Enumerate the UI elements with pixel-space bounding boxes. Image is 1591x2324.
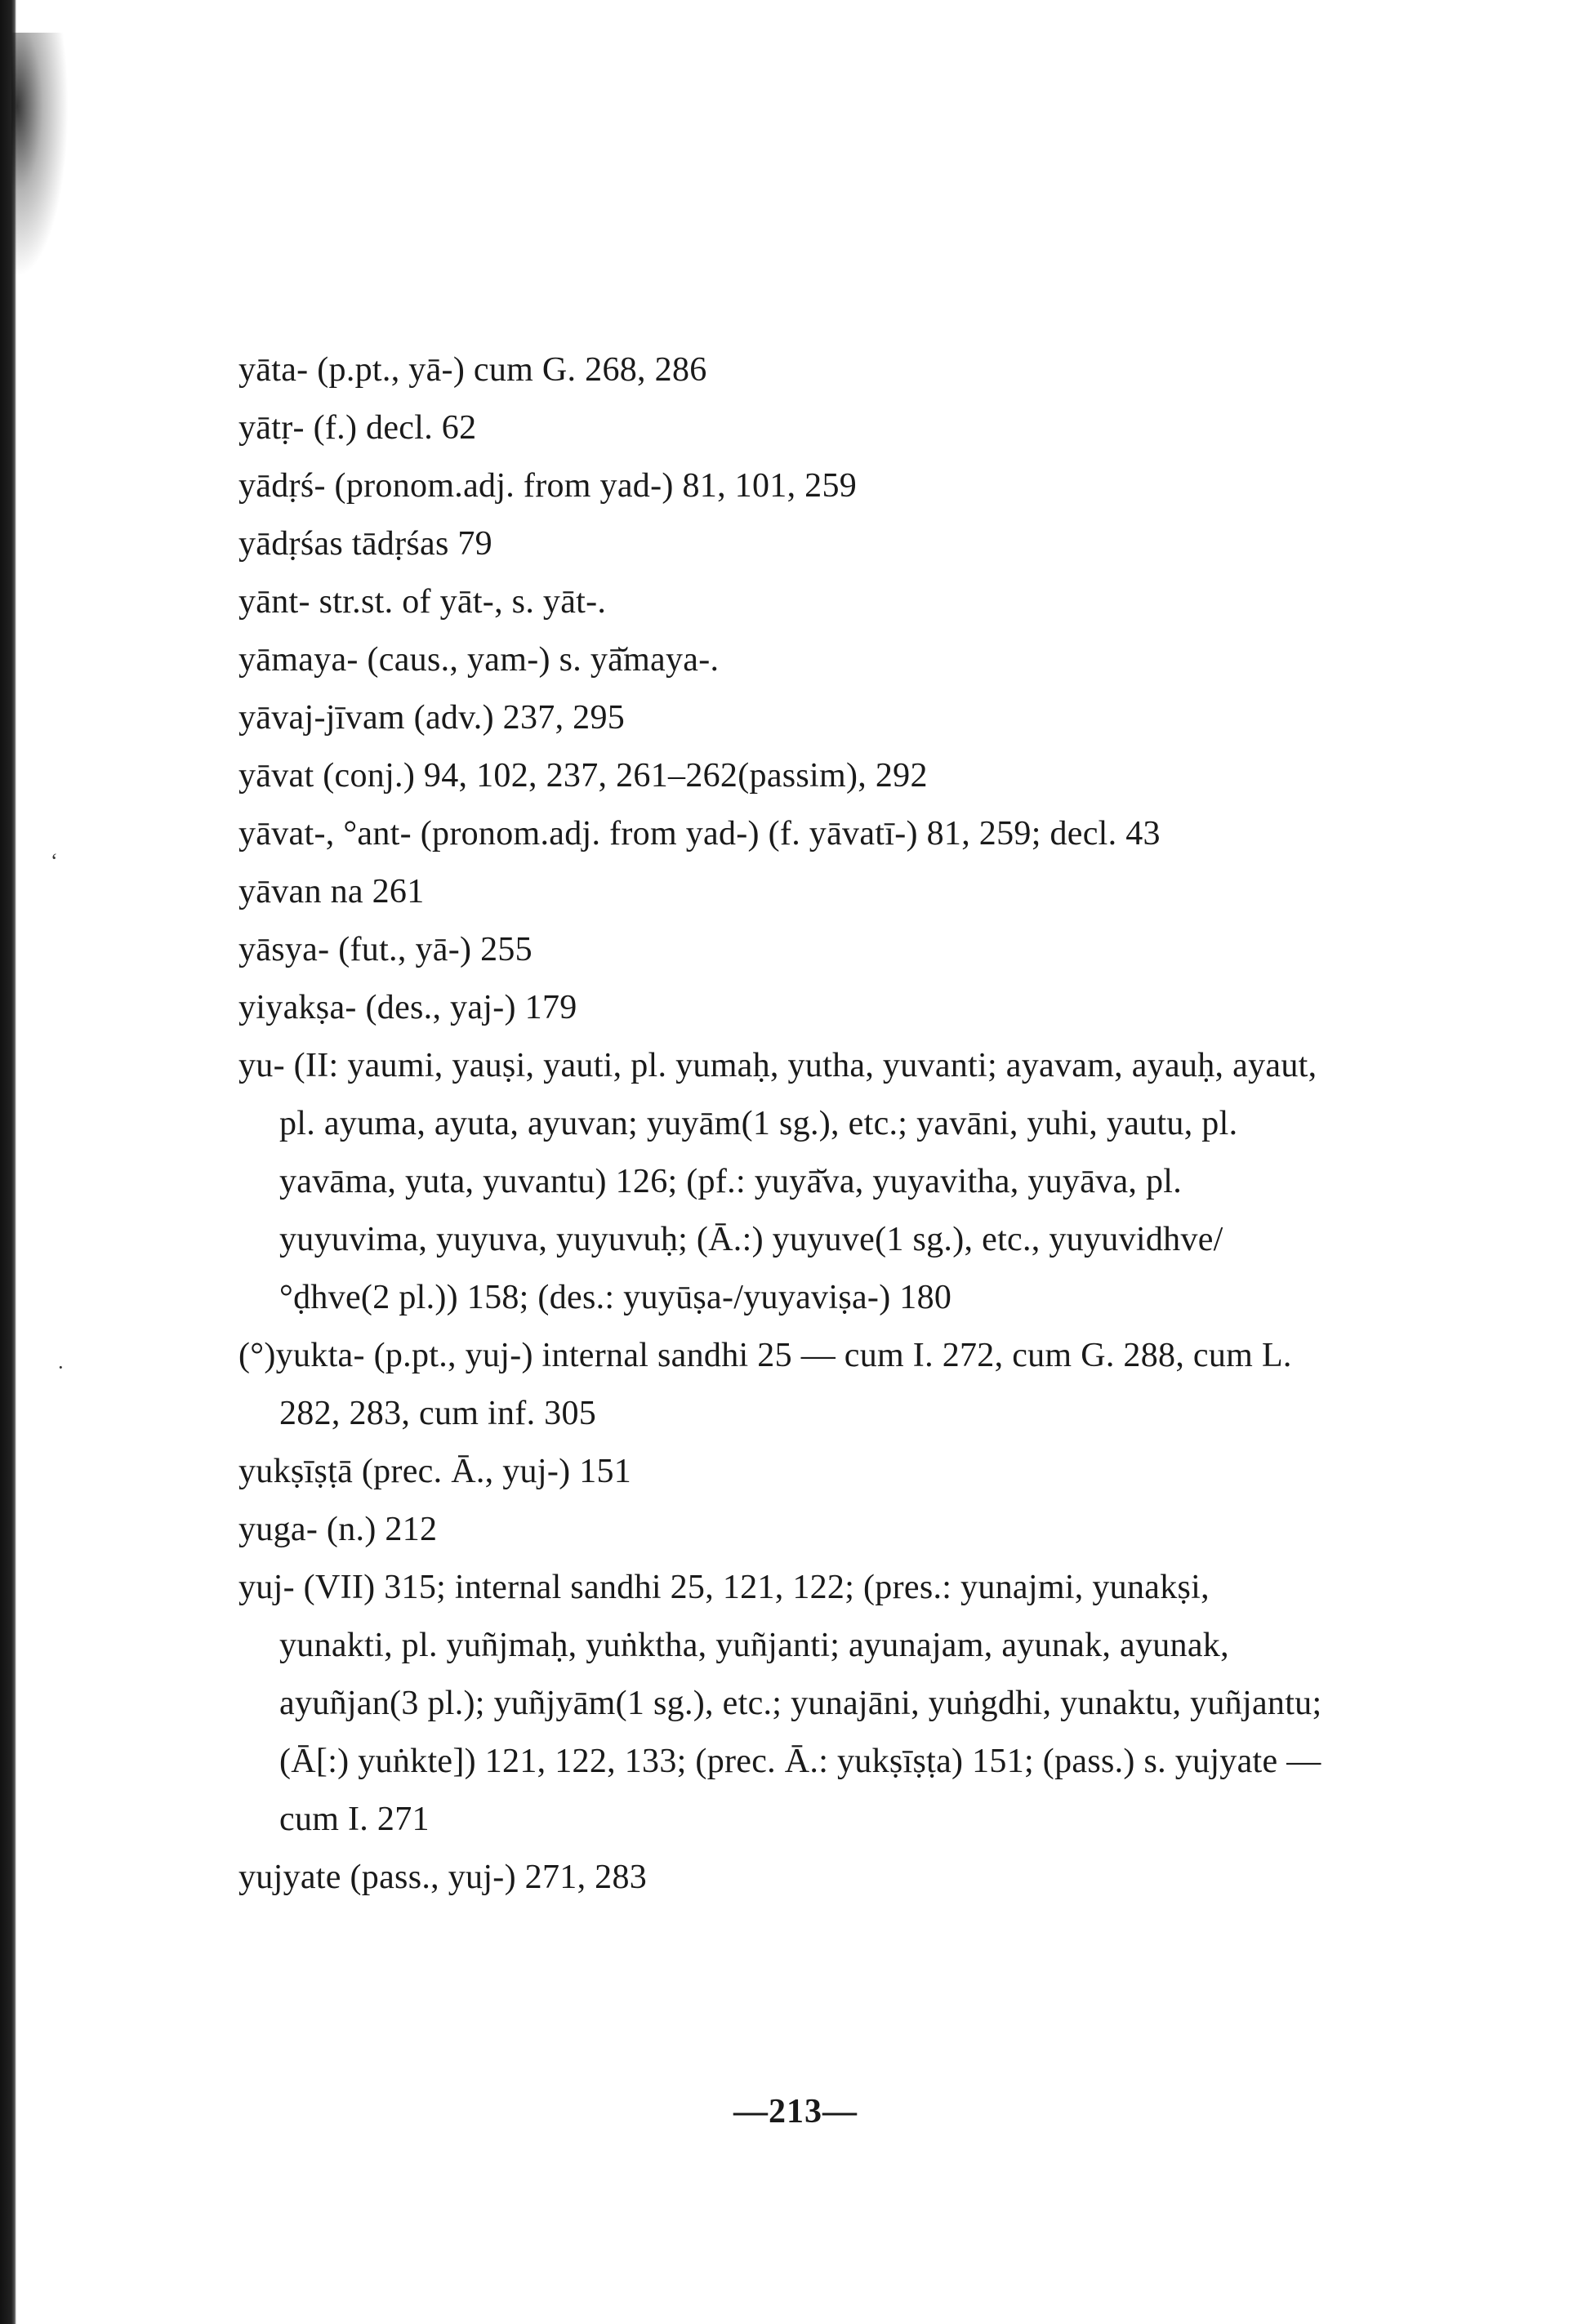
index-entry: yāta- (p.pt., yā-) cum G. 268, 286 <box>238 351 707 389</box>
index-entry: yu- (II: yaumi, yauṣi, yauti, pl. yumaḥ, yutha, yuvanti; ayavam, ayauḥ, ayaut, pl. ayuma, ayuta, ayuvan; yuyām(1 sg.), etc.; yavāni, yuhi, yautu, pl. yavāma, yuta, yuvantu) 126; (pf.: yuyā̆va, yuyavitha, yuyāva, pl. yuyuvima, yuyuva, yuyuvuḥ; (Ā.:) yuyuve(1 sg.), etc., yuyuvidhve/°ḍhve(2 pl.)) 158; (des.: yuyūṣa-/yuyaviṣa-) 180 <box>238 1047 1317 1316</box>
index-entry: yādṛśas tādṛśas 79 <box>238 525 492 563</box>
index-entry: yāvat-, °ant- (pronom.adj. from yad-) (f. yāvatī-) 81, 259; decl. 43 <box>238 815 1161 853</box>
index-entry: yātṛ- (f.) decl. 62 <box>238 409 477 447</box>
index-entry: yiyakṣa- (des., yaj-) 179 <box>238 989 577 1026</box>
index-entry: yujyate (pass., yuj-) 271, 283 <box>238 1859 648 1896</box>
index-entry: yādṛś- (pronom.adj. from yad-) 81, 101, 259 <box>238 467 858 505</box>
index-entries <box>238 341 1325 1907</box>
binding-edge <box>0 0 16 2324</box>
page-number: —213— <box>733 2093 858 2130</box>
index-entry: yāmaya- (caus., yam-) s. yā̆maya-. <box>238 641 720 679</box>
stray-mark: ʻ <box>51 849 58 873</box>
index-entry: yuj- (VII) 315; internal sandhi 25, 121, 122; (pres.: yunajmi, yunakṣi, yunakti, pl. yuñjmaḥ, yuṅktha, yuñjanti; ayunajam, ayunak, ayunak, ayuñjan(3 pl.); yuñjyām(1 sg.), etc.; yunajāni, yuṅgdhi, yunaktu, yuñjantu; (Ā[:) yuṅkte]) 121, 122, 133; (prec. Ā.: yukṣīṣṭa) 151; (pass.) s. yujyate — cum I. 271 <box>238 1569 1322 1838</box>
index-entry: yānt- str.st. of yāt-, s. yāt-. <box>238 583 607 621</box>
index-entry: yāvat (conj.) 94, 102, 237, 261–262(passim), 292 <box>238 757 928 795</box>
binding-shadow <box>11 33 69 278</box>
index-entry: (°)yukta- (p.pt., yuj-) internal sandhi 25 — cum I. 272, cum G. 288, cum L. 282, 283, cum inf. 305 <box>238 1337 1292 1432</box>
stray-mark: · <box>57 1356 65 1379</box>
index-entry: yāvaj-jīvam (adv.) 237, 295 <box>238 699 626 737</box>
index-entry: yukṣīṣṭā (prec. Ā., yuj-) 151 <box>238 1453 632 1490</box>
index-entry: yāvan na 261 <box>238 873 425 910</box>
index-entry: yāsya- (fut., yā-) 255 <box>238 931 533 968</box>
index-entry: yuga- (n.) 212 <box>238 1511 438 1548</box>
